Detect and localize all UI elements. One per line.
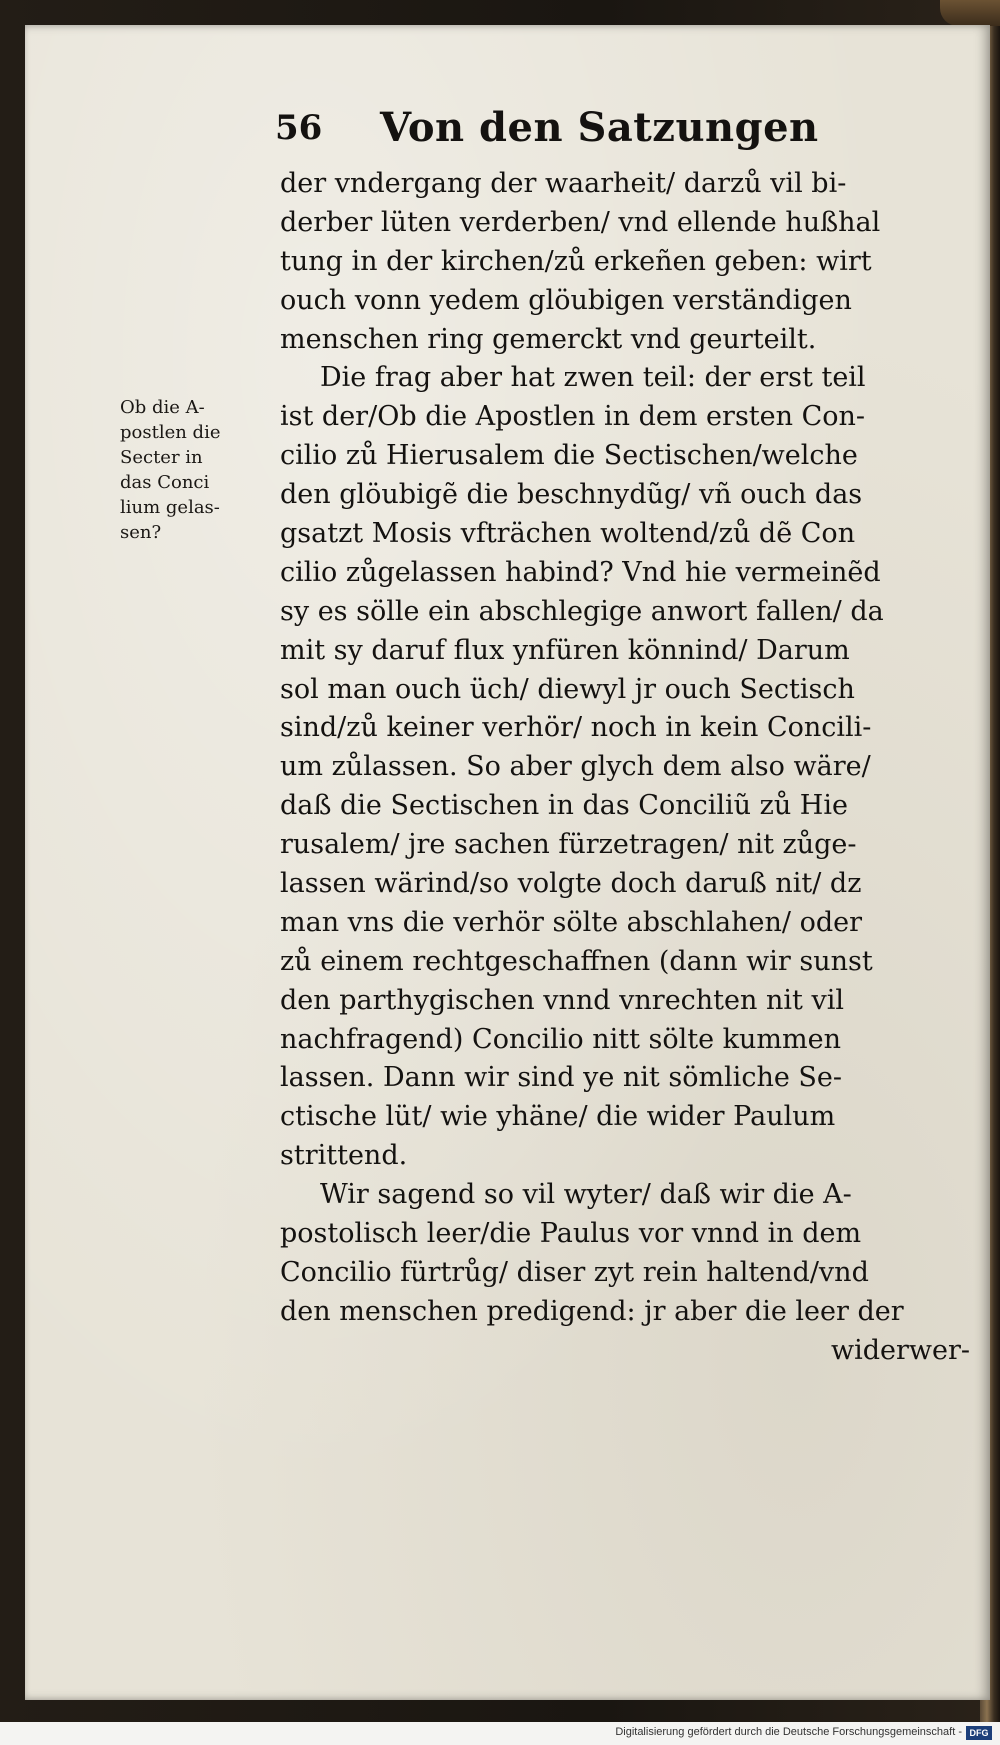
text-line: lassen. Dann wir sind ye nit sömliche Se- <box>280 1062 842 1094</box>
text-line: Wir sagend so vil wyter/ daß wir die A- <box>320 1179 852 1211</box>
footer-bar <box>0 1722 1000 1745</box>
text-line: postolisch leer/die Paulus vor vnnd in dem <box>280 1218 862 1250</box>
text-line: den glöubigẽ die beschnydũg/ vñ ouch das <box>280 479 863 511</box>
text-line: derber lüten verderben/ vnd ellende hußhal <box>280 206 881 238</box>
marginal-note-line: Ob die A- <box>120 397 205 418</box>
text-line: ctische lüt/ wie yhäne/ die wider Paulum <box>280 1101 836 1133</box>
dfg-logo: DFG <box>966 1726 992 1740</box>
text-line: Die frag aber hat zwen teil: der erst teil <box>320 362 866 394</box>
text-line: nachfragend) Concilio nitt sölte kummen <box>280 1023 842 1055</box>
text-line: den parthygischen vnnd vnrechten nit vil <box>280 984 844 1016</box>
text-line: sy es sölle ein abschlegige anwort fallen/ da <box>280 595 884 627</box>
catchword: widerwer- <box>830 1334 970 1366</box>
text-line: zů einem rechtgeschaffnen (dann wir sunst <box>280 945 873 977</box>
text-line: cilio zůgelassen habind? Vnd hie vermeinẽd <box>280 556 881 588</box>
text-line: ist der/Ob die Apostlen in dem ersten Con- <box>280 401 866 433</box>
text-line: tung in der kirchen/zů erkeñen geben: wirt <box>280 245 872 277</box>
text-line: strittend. <box>280 1140 408 1172</box>
marginal-note-line: das Conci <box>120 472 210 493</box>
marginal-note-line: Secter in <box>120 447 203 468</box>
text-line: gsatzt Mosis vfträchen woltend/zů dẽ Con <box>280 518 856 550</box>
text-line: den menschen predigend: jr aber die leer der <box>280 1295 904 1327</box>
text-line: um zůlassen. So aber glych dem also wäre/ <box>280 751 871 783</box>
text-line: ouch vonn yedem glöubigen verständigen <box>280 284 852 316</box>
book-edge-ornament <box>940 0 1000 26</box>
page-header <box>275 104 875 164</box>
text-line: daß die Sectischen in das Conciliũ zů Hie <box>280 790 848 822</box>
marginal-note-line: lium gelas- <box>120 497 220 518</box>
marginal-note-line: postlen die <box>120 422 221 443</box>
marginal-note <box>120 395 280 545</box>
text-line: man vns die verhör sölte abschlahen/ oder <box>280 906 863 938</box>
text-line: mit sy daruf flux ynfüren könnind/ Darum <box>280 634 850 666</box>
footer-credit: Digitalisierung gefördert durch die Deutsche Forschungsgemeinschaft - <box>615 1726 962 1738</box>
text-line: cilio zů Hierusalem die Sectischen/welche <box>280 440 858 472</box>
marginal-note-line: sen? <box>120 522 162 543</box>
text-line: sind/zů keiner verhör/ noch in kein Concili- <box>280 712 872 744</box>
text-line: menschen ring gemerckt vnd geurteilt. <box>280 323 817 355</box>
text-line: rusalem/ jre sachen fürzetragen/ nit zůge- <box>280 829 857 861</box>
text-line: Concilio fürtrůg/ diser zyt rein haltend/vnd <box>280 1256 869 1288</box>
running-head: Von den Satzungen <box>380 104 819 151</box>
text-line: lassen wärind/so volgte doch daruß nit/ dz <box>280 868 862 900</box>
text-line: der vndergang der waarheit/ darzů vil bi- <box>280 168 847 199</box>
page-number: 56 <box>275 108 323 148</box>
body-text <box>280 165 980 1371</box>
text-line: sol man ouch üch/ diewyl jr ouch Sectisch <box>280 673 855 705</box>
